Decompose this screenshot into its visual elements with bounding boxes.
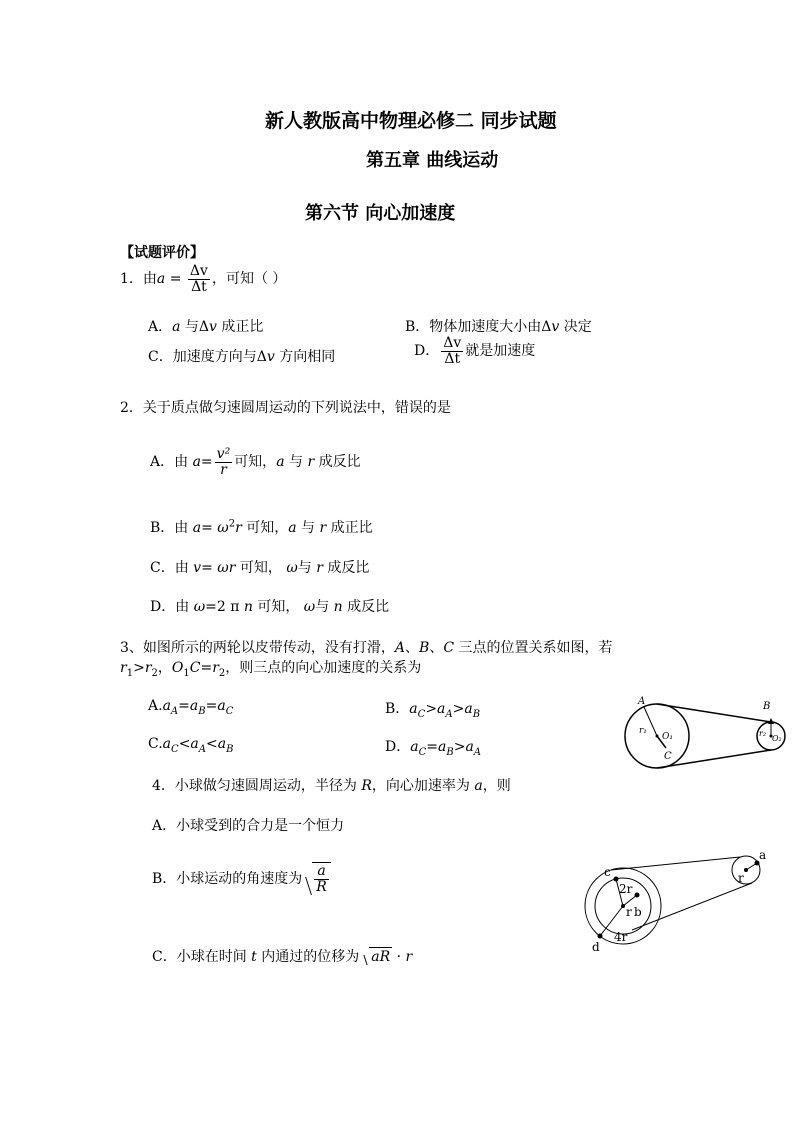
chapter-title: 第五章 曲线运动	[366, 150, 499, 171]
q3-option-b	[385, 698, 480, 720]
q2-A-den: r	[220, 461, 227, 478]
q1-option-a	[148, 316, 263, 336]
section-title: 第六节 向心加速度	[305, 203, 456, 224]
q1-optA-mid: 与Δ	[180, 319, 210, 335]
q4-B-pre: B．小球运动的角速度为	[152, 871, 303, 888]
q2-B-eq: =	[201, 520, 218, 536]
q3-C-e2: <	[178, 736, 191, 752]
q1-option-b	[405, 316, 592, 336]
q2-C-eq: =	[201, 560, 218, 576]
q2-D-pre: D．由	[150, 599, 194, 615]
q4-point-d	[598, 934, 603, 939]
q2-A-pre: A．由	[150, 454, 193, 471]
q2-B-post: 成正比	[326, 520, 373, 536]
q3-belt-bottom	[657, 750, 771, 768]
q1-optD-post: 就是加速度	[465, 343, 536, 360]
q3-A-e1: A	[170, 705, 179, 717]
q1-prefix: 1．由	[120, 271, 157, 288]
q1-optD-pre: D．	[414, 343, 440, 360]
q4-label-rb-r: r	[626, 905, 632, 919]
q2-B-w: ω	[217, 520, 229, 536]
q4-point-c	[614, 877, 619, 882]
q3-C-label: C.	[148, 736, 163, 752]
q3-l2-O: O	[171, 660, 184, 676]
q4-mid: ，向心加速率为	[371, 778, 475, 794]
q3-label-B: B	[763, 701, 771, 712]
q4-label-a: a	[759, 848, 767, 862]
q4-option-b	[152, 862, 331, 894]
q3-l2-r1: r	[120, 660, 127, 676]
q4-point-b	[635, 893, 640, 898]
document-title: 新人教版高中物理必修二 同步试题	[265, 110, 557, 132]
q1-optD-num: Δv	[443, 335, 462, 351]
q2-option-a	[150, 447, 361, 477]
q2-option-b	[150, 517, 373, 537]
q3-l2-r3: r	[212, 660, 219, 676]
q4-label-r: r	[738, 871, 744, 885]
q3-B-label: B．	[385, 701, 410, 717]
q2-option-d	[150, 596, 389, 616]
q1-optA-a: a	[172, 319, 181, 335]
eval-label: 【试题评价】	[120, 245, 204, 261]
q1-eq: =	[165, 271, 186, 288]
q2-B-mid: 可知，	[241, 520, 289, 536]
q4-label-c: c	[604, 865, 611, 879]
q3-B-e7: B	[472, 708, 481, 720]
q3-D-e5: >	[453, 739, 466, 755]
q3-D-e6: a	[465, 739, 474, 755]
q3-A-e6: a	[217, 698, 226, 714]
q3-C-e3: a	[190, 736, 199, 752]
q3-A-label: A.	[148, 698, 163, 714]
q3-l1-post: 三点的位置关系如图，若	[454, 640, 613, 656]
q3-option-a	[148, 698, 233, 717]
q3-l2-post: ，则三点的向心加速度的关系为	[225, 660, 422, 676]
q2-C-r2: r	[316, 560, 323, 576]
q2-A-eq: =	[200, 454, 213, 471]
q3-l2-r1s: 1	[126, 667, 134, 679]
q2-C-mid2: 与	[297, 560, 317, 576]
q2-A-fraction	[215, 447, 233, 477]
q3-B-e2: >	[425, 701, 438, 717]
q3-l2-C: C	[189, 660, 201, 676]
q4-C-t: t	[251, 949, 257, 965]
q2-B-pre: B．由	[150, 520, 193, 536]
q3-B-e6: a	[464, 701, 473, 717]
q4-C-rad: aR	[371, 949, 391, 965]
q2-B-a: a	[192, 520, 202, 536]
q3-A-e2: =	[178, 698, 190, 714]
q3-A-e7: C	[225, 705, 234, 717]
q3-B-e4: A	[445, 708, 453, 720]
q3-label-O2: O₂	[772, 734, 782, 743]
q2-A-r: r	[307, 454, 315, 471]
q3-B-e0: a	[409, 701, 418, 717]
q1-optB-post: 决定	[559, 319, 592, 335]
q3-A-e5: =	[205, 698, 218, 714]
q2-D-w2: ω	[303, 599, 316, 615]
q3-C-e4: A	[198, 743, 207, 755]
q2-C-post: 成反比	[322, 560, 370, 576]
q1-optD-fraction	[441, 336, 463, 366]
q3-A-e3: a	[189, 698, 199, 714]
q2-D-mid2: 与	[315, 599, 334, 615]
q4-center-right	[744, 868, 748, 872]
q4-belt-top	[611, 857, 740, 870]
q3-D-e2: =	[426, 739, 438, 755]
q2-A-post: 成反比	[314, 454, 361, 471]
q2-D-w: ω	[193, 599, 206, 615]
q1-optC-pre: C．加速度方向与Δ	[148, 349, 267, 365]
q1-optB-v: v	[551, 319, 560, 335]
q2-C-mid: 可知，	[235, 560, 287, 576]
q2-B-r2: r	[319, 520, 327, 536]
q1-option-d	[414, 336, 535, 366]
q3-belt-figure	[618, 692, 794, 778]
q3-B-e1: C	[417, 708, 426, 720]
q3-B-e5: >	[452, 701, 465, 717]
q3-l2-eq: =	[200, 660, 213, 676]
q3-l2-gt: >	[133, 660, 145, 676]
q3-l1-C: C	[443, 640, 455, 656]
q2-A-mid: 可知，	[234, 454, 277, 471]
q4-label-d: d	[592, 940, 600, 954]
q3-l1-A: A	[394, 640, 406, 656]
q2-B-mid2: 与	[296, 520, 320, 536]
q2-C-r: r	[228, 560, 236, 576]
q3-l2-sep: ，	[157, 660, 172, 676]
q3-D-label: D．	[385, 739, 411, 755]
q3-B-e3: a	[437, 701, 446, 717]
q2-C-w2: ω	[286, 560, 298, 576]
q4-C-post: · r	[392, 949, 413, 965]
q2-D-post: 成反比	[342, 599, 390, 615]
q3-label-A: A	[638, 696, 646, 707]
q4-option-c	[152, 946, 412, 966]
q3-l2-Os: 1	[183, 667, 190, 679]
q4-pre: 4．小球做匀速圆周运动，半径为	[152, 778, 362, 794]
q2-A-a: a	[192, 454, 201, 471]
q2-D-n2: n	[333, 599, 343, 615]
q4-belt-bottom	[632, 883, 752, 930]
q3-label-O1: O₁	[662, 732, 673, 742]
q1-option-c	[148, 346, 335, 366]
q4-label-2r: 2r	[619, 882, 633, 896]
q2-A-a2: a	[276, 454, 285, 471]
q3-l1-s2: 、	[429, 640, 444, 656]
q4-center-left	[621, 904, 625, 908]
q4-option-a: A．小球受到的合力是一个恒力	[152, 818, 345, 834]
q1-fraction	[188, 264, 210, 294]
q4-B-num: a	[314, 864, 329, 880]
q3-C-e7: B	[226, 743, 234, 755]
q3-D-e3: a	[437, 739, 447, 755]
q2-D-eq: =2 π	[205, 599, 244, 615]
q2-A-mid2: 与	[284, 454, 308, 471]
q2-C-w: ω	[217, 560, 229, 576]
q3-D-e4: B	[446, 746, 454, 758]
q4-C-mid: 内通过的位移为	[256, 949, 360, 965]
q4-R: R	[361, 778, 372, 794]
q4-pulley-figure	[580, 845, 774, 957]
q4-B-sqrt	[303, 862, 331, 894]
q3-C-e0: a	[162, 736, 172, 752]
q1-den: Δt	[191, 278, 207, 295]
q3-label-r1: r₁	[639, 726, 647, 736]
q1-optC-post: 方向相同	[274, 349, 336, 365]
q2-D-n: n	[243, 599, 253, 615]
q4-a: a	[474, 778, 483, 794]
q3-option-d	[385, 736, 481, 758]
q3-C-e6: a	[217, 736, 227, 752]
q2-B-a2: a	[288, 520, 297, 536]
q2-D-mid: 可知，	[252, 599, 304, 615]
q1-var-a: a	[156, 271, 166, 288]
question-3-line-2	[120, 657, 421, 679]
q3-label-C: C	[664, 751, 672, 762]
q1-optD-den: Δt	[444, 350, 461, 367]
q1-optA-post: 成正比	[216, 319, 264, 335]
q4-C-pre: C．小球在时间	[152, 949, 252, 965]
q2-B-r: r	[235, 520, 242, 536]
q3-C-e1: C	[171, 743, 179, 755]
q4-C-sqrt	[360, 947, 392, 965]
q3-A-e0: a	[162, 698, 171, 714]
q3-belt-top	[657, 704, 771, 722]
q3-D-e1: C	[418, 746, 427, 758]
q3-l2-r2: r	[144, 660, 152, 676]
q3-C-e5: <	[206, 736, 218, 752]
q3-option-c	[148, 736, 233, 755]
q3-center-o1	[656, 735, 659, 738]
q3-l1-B: B	[419, 640, 430, 656]
q4-label-b: b	[634, 905, 642, 919]
q1-optB-pre: B．物体加速度大小由Δ	[405, 319, 552, 335]
q3-l1-pre: 3、如图所示的两轮以皮带传动，没有打滑，	[120, 640, 395, 656]
q3-D-e0: a	[410, 739, 419, 755]
q4-post: ，则	[482, 778, 511, 794]
question-2-stem: 2．关于质点做匀速圆周运动的下列说法中，错误的是	[120, 400, 451, 416]
q2-C-v: v	[193, 560, 202, 576]
q1-optC-v: v	[266, 349, 275, 365]
q3-D-e7: A	[473, 746, 482, 758]
q3-l1-s1: 、	[405, 640, 420, 656]
q1-num: Δv	[189, 263, 208, 279]
q2-B-sup: 2	[228, 518, 236, 530]
q3-A-e4: B	[198, 705, 206, 717]
q1-optA-pre: A．	[148, 319, 173, 335]
q1-suffix: ，可知（ ）	[211, 271, 287, 288]
q3-l2-r3s: 2	[218, 667, 226, 679]
q4-B-den: R	[316, 878, 327, 895]
q3-l2-r2s: 2	[151, 667, 158, 679]
q4-label-4r: 4r	[614, 930, 628, 944]
question-4-stem	[152, 775, 511, 795]
q2-A-num: v²	[216, 446, 231, 462]
question-3-line-1	[120, 637, 613, 657]
q1-optA-v: v	[209, 319, 217, 335]
q2-C-pre: C．由	[150, 560, 194, 576]
q3-label-r2: r₂	[759, 729, 767, 738]
q2-option-c	[150, 557, 369, 577]
question-1-stem	[120, 264, 286, 294]
